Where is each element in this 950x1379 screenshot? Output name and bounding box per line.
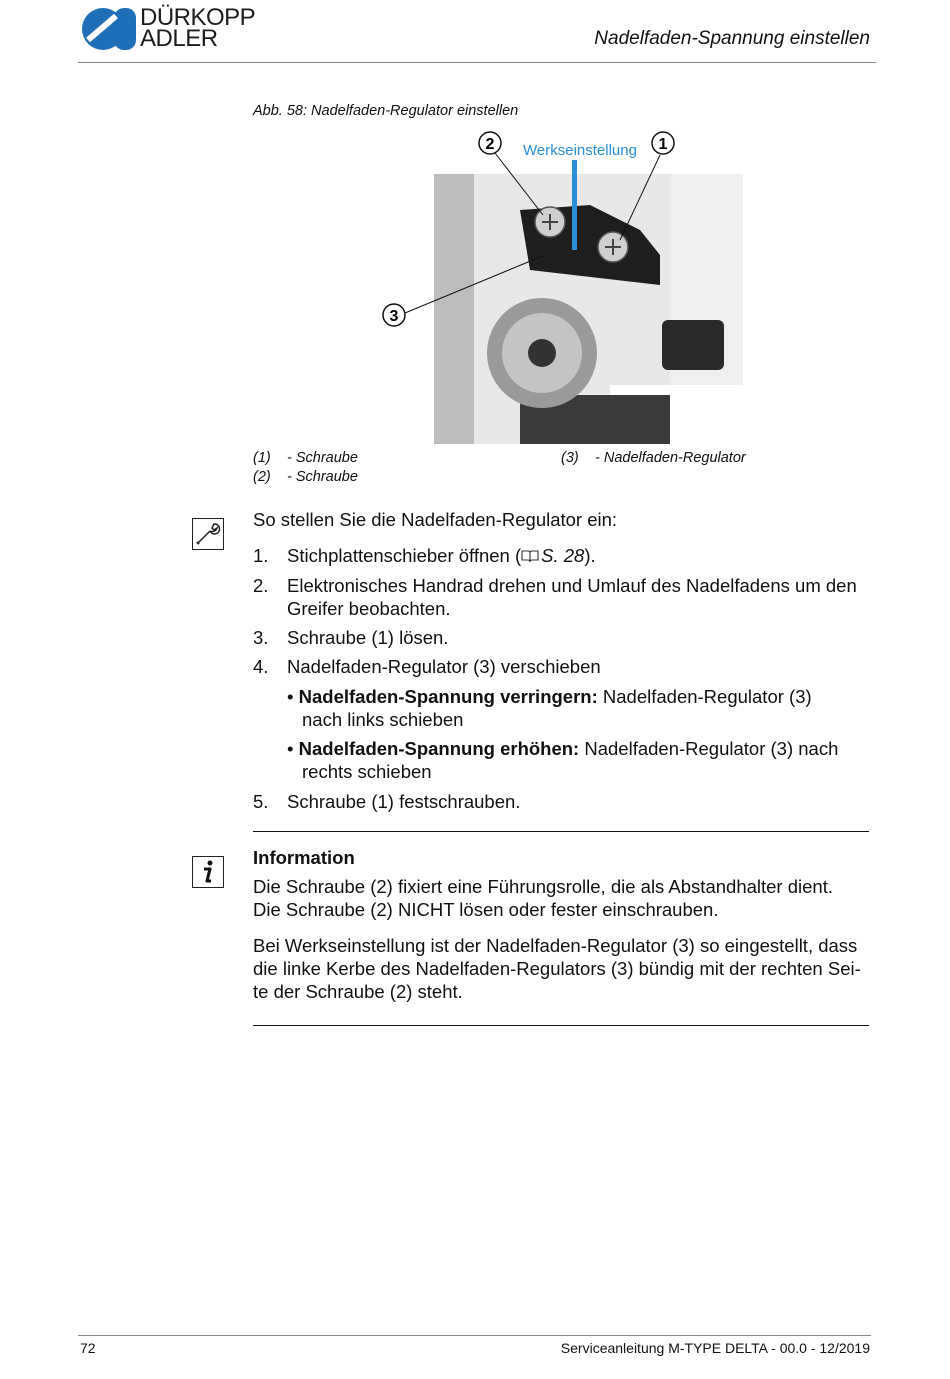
step-number: 2. [253,575,269,596]
bullet-increase [287,737,838,760]
info-bottom-rule [253,1025,869,1026]
step-number: 1. [253,545,269,566]
step-number: 3. [253,627,269,648]
step-3 [253,626,448,649]
step-text: Schraube (1) festschrauben. [287,791,521,812]
bullet-marker: • [287,738,294,759]
header-divider [78,62,876,63]
info-text-line: te der Schraube (2) steht. [253,981,463,1002]
step-number: 4. [253,656,269,677]
legend-num: (1) [253,450,271,466]
figure-photo [370,125,770,455]
bullet-decrease [287,685,812,708]
step-2-continuation: Greifer beobachten. [287,598,451,619]
bullet-marker: • [287,686,294,707]
bullet-heading: Nadelfaden-Spannung verringern: [298,686,598,707]
legend-text: - Schraube [287,450,358,466]
callout-3-label: 3 [389,308,399,325]
step-5 [253,790,520,813]
step-text: Elektronisches Handrad drehen und Umlauf des Nadelfadens um den [287,575,857,596]
legend-item-2 [253,469,358,485]
info-top-rule [253,831,869,832]
step-4 [253,655,601,678]
figure-caption: Abb. 58: Nadelfaden-Regulator einstellen [253,103,519,119]
page-number: 72 [80,1340,96,1356]
info-paragraph-2 [253,934,861,1003]
info-icon [192,856,224,888]
bullet-decrease-continuation: nach links schieben [302,709,464,730]
legend-num: (3) [561,450,579,466]
werkseinstellung-label: Werkseinstellung [523,142,637,159]
info-text-line: Die Schraube (2) fixiert eine Führungsrolle, die als Abstandhalter dient. [253,876,833,897]
bullet-increase-continuation: rechts schieben [302,761,432,782]
legend-text: - Nadelfaden-Regulator [595,450,746,466]
page-title: Nadelfaden-Spannung einstellen [594,28,870,49]
logo-mark-icon [80,6,140,52]
legend-text: - Schraube [287,469,358,485]
bullet-text: Nadelfaden-Regulator (3) nach [579,738,839,759]
info-paragraph-1 [253,875,833,921]
footer-divider [78,1335,871,1336]
step-1 [253,544,596,567]
instructions-intro: So stellen Sie die Nadelfaden-Regulator ein: [253,509,618,530]
page-reference-link[interactable]: S. 28 [541,545,585,566]
wrench-icon [192,518,224,550]
legend-item-3 [561,450,746,466]
step-text: Nadelfaden-Regulator (3) verschieben [287,656,601,677]
step-2 [253,574,857,597]
info-text-line: Bei Werkseinstellung ist der Nadelfaden-Regulator (3) so eingestellt, dass [253,935,858,956]
legend-item-1 [253,450,358,466]
callout-1-label: 1 [658,136,668,153]
document-reference: Serviceanleitung M-TYPE DELTA - 00.0 - 12/2019 [560,1340,870,1356]
book-icon [521,545,539,559]
info-text-line: die linke Kerbe des Nadelfaden-Regulators (3) bündig mit der rechten Sei- [253,958,861,979]
logo-text: DÜRKOPP ADLER [140,4,256,52]
bullet-heading: Nadelfaden-Spannung erhöhen: [298,738,580,759]
bullet-text: Nadelfaden-Regulator (3) [597,686,812,707]
step-number: 5. [253,791,269,812]
step-text-end: ). [584,545,596,566]
callout-2-label: 2 [485,136,495,153]
step-text: Schraube (1) lösen. [287,627,449,648]
legend-num: (2) [253,469,271,485]
info-text-line: Die Schraube (2) NICHT lösen oder fester einschrauben. [253,899,719,920]
info-title: Information [253,847,355,868]
step-text: Stichplattenschieber öffnen ( [287,545,522,566]
